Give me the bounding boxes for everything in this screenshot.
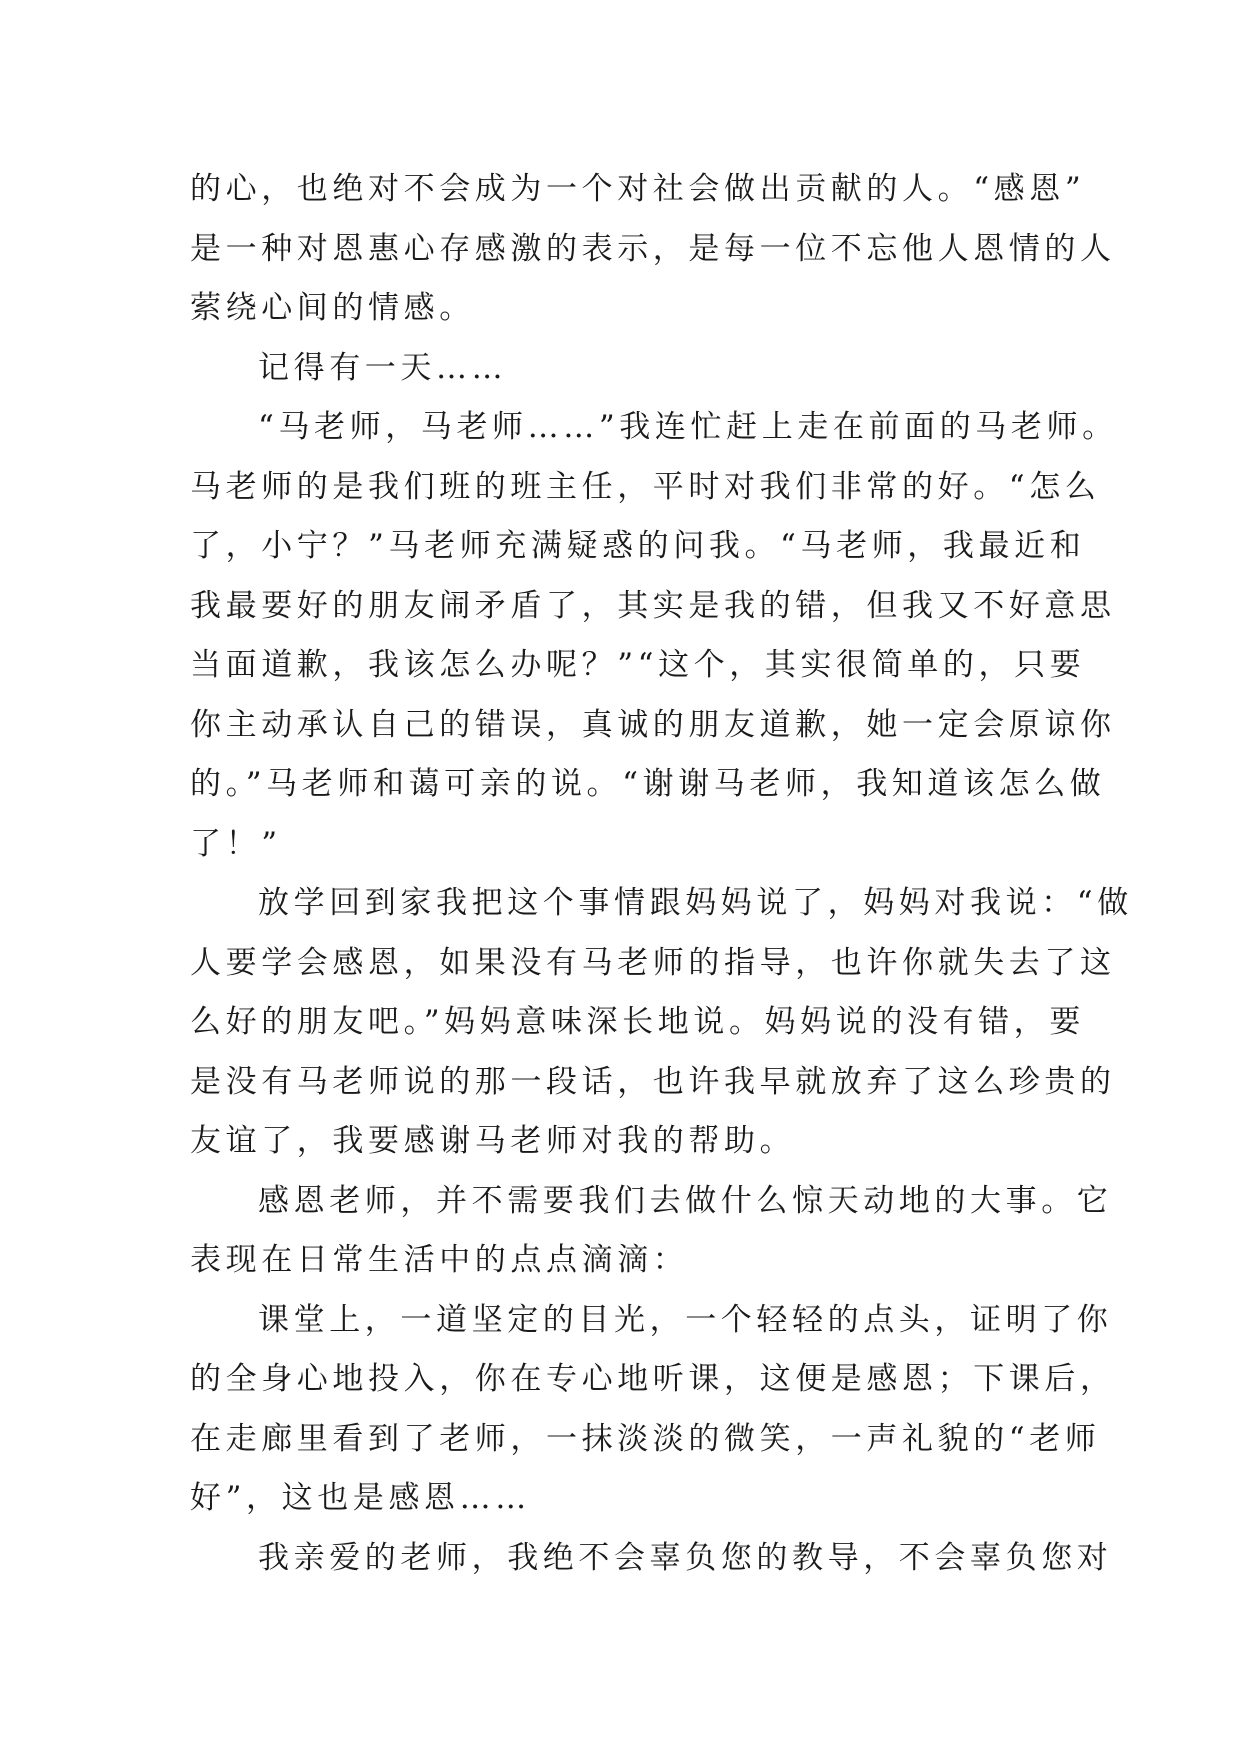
paragraph-first-line: 我亲爱的老师，我绝不会辜负您的教导，不会辜负您对	[258, 1539, 1113, 1576]
text-line: 在走廊里看到了老师，一抹淡淡的微笑，一声礼貌的“老师	[190, 1420, 1101, 1457]
text-line: 是一种对恩惠心存感激的表示，是每一位不忘他人恩情的人	[190, 230, 1116, 267]
paragraph-first-line: “马老师，马老师……”我连忙赶上走在前面的马老师。	[258, 409, 1118, 445]
essay-text	[190, 160, 1133, 1588]
text-line: 你主动承认自己的错误，真诚的朋友道歉，她一定会原谅你	[190, 706, 1116, 743]
paragraph-first-line: 课堂上，一道坚定的目光，一个轻轻的点头，证明了你	[258, 1301, 1113, 1338]
text-line: 人要学会感恩，如果没有马老师的指导，也许你就失去了这	[190, 944, 1116, 981]
text-line: 好”，这也是感恩……	[190, 1480, 531, 1516]
paragraph-first-line: 记得有一天……	[258, 349, 508, 386]
text-line: 么好的朋友吧。”妈妈意味深长地说。妈妈说的没有错，要	[190, 1004, 1085, 1040]
text-line: 友谊了，我要感谢马老师对我的帮助。	[190, 1123, 796, 1159]
text-line: 是没有马老师说的那一段话，也许我早就放弃了这么珍贵的	[190, 1063, 1116, 1100]
text-line: 的全身心地投入，你在专心地听课，这便是感恩；下课后，	[190, 1361, 1116, 1397]
paragraph-first-line: 放学回到家我把这个事情跟妈妈说了，妈妈对我说：“做	[258, 885, 1133, 921]
text-line: 的心，也绝对不会成为一个对社会做出贡献的人。“感恩”	[190, 171, 1086, 207]
text-line: 了，小宁？”马老师充满疑惑的问我。“马老师，我最近和	[190, 528, 1086, 564]
text-line: 表现在日常生活中的点点滴滴：	[190, 1242, 689, 1278]
text-line: 我最要好的朋友闹矛盾了，其实是我的错，但我又不好意思	[190, 587, 1116, 624]
text-line: 的。”马老师和蔼可亲的说。“谢谢马老师，我知道该怎么做	[190, 766, 1106, 802]
paragraph-first-line: 感恩老师，并不需要我们去做什么惊天动地的大事。它	[258, 1182, 1113, 1219]
text-line: 当面道歉，我该怎么办呢？”“这个，其实很简单的，只要	[190, 647, 1086, 683]
text-line: 马老师的是我们班的班主任，平时对我们非常的好。“怎么	[190, 468, 1101, 505]
text-line: 萦绕心间的情感。	[190, 290, 475, 326]
text-line: 了！”	[190, 825, 282, 862]
